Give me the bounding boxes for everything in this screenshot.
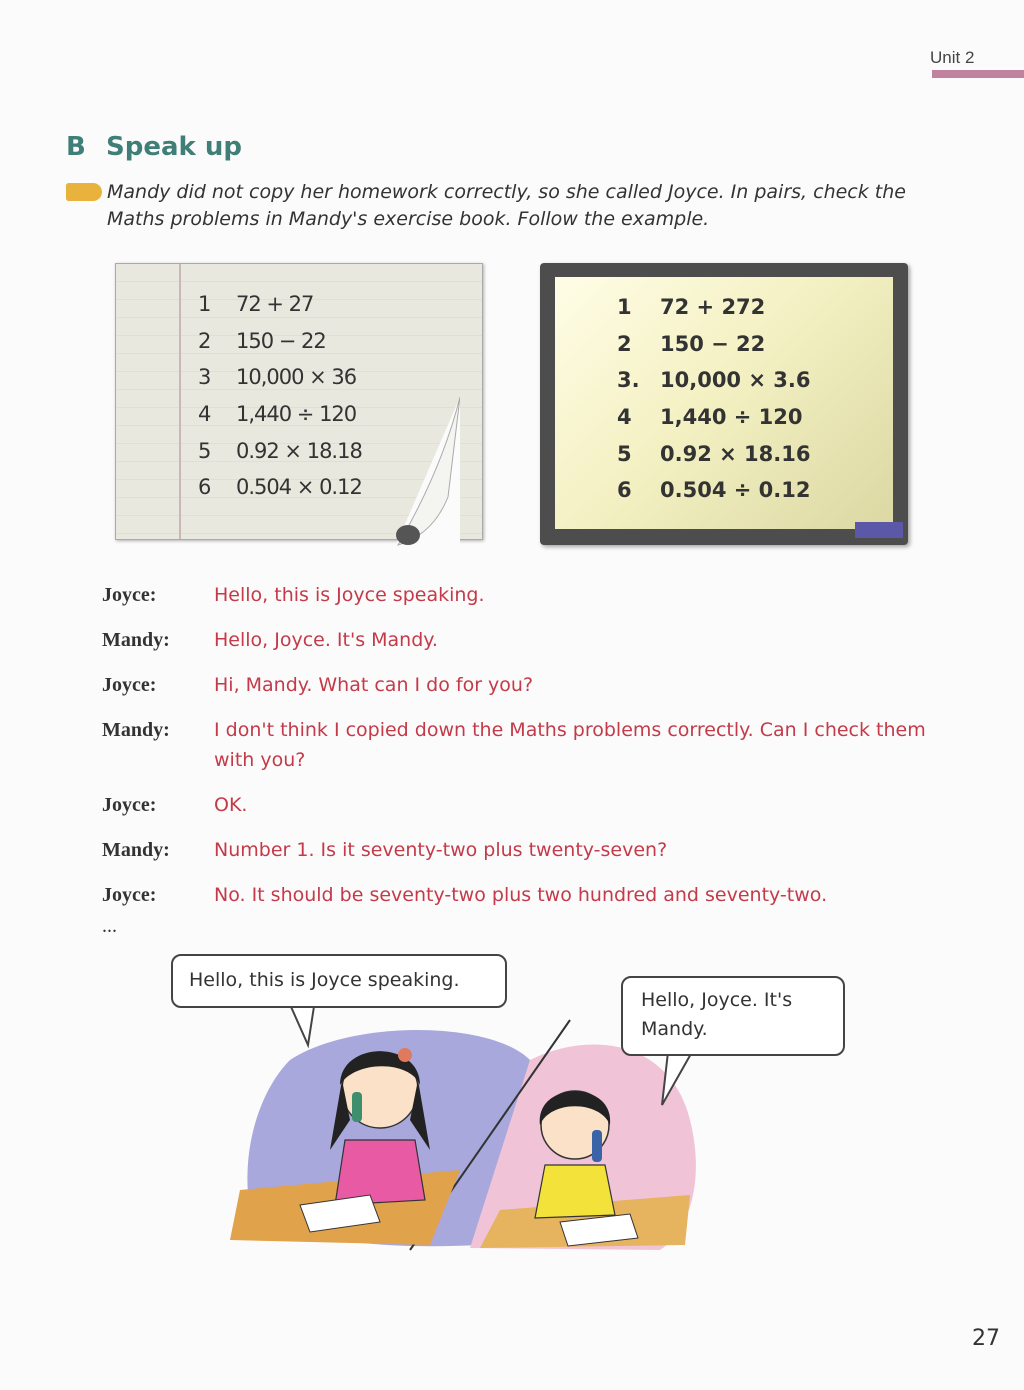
section-letter: B (66, 132, 86, 162)
dialogue-line (102, 790, 962, 820)
speaker: Joyce: (102, 794, 157, 816)
dialogue-line (102, 625, 962, 655)
mandy-bubble-text: Hello, Joyce. It's Mandy. (641, 989, 793, 1040)
board-surface (555, 277, 893, 529)
joyce-bubble-text: Hello, this is Joyce speaking. (189, 969, 460, 991)
board-problem: 5 0.92 × 18.16 (617, 441, 811, 466)
speaker: Joyce: (102, 884, 157, 906)
board-problem-list (617, 295, 810, 515)
speaker: Mandy: (102, 629, 170, 651)
board-problem: 2 150 − 22 (617, 331, 766, 356)
board-problem: 6 0.504 ÷ 0.12 (617, 478, 811, 503)
speech: I don't think I copied down the Maths problems correctly. Can I check them with you? (214, 719, 926, 771)
speech: No. It should be seventy-two plus two hundred and seventy-two. (214, 884, 828, 906)
unit-bar (932, 70, 1024, 78)
page-number: 27 (972, 1326, 1000, 1351)
dialogue-line (102, 835, 962, 865)
notebook-problem: 4 1,440 ÷ 120 (198, 402, 357, 427)
speech: Hello, Joyce. It's Mandy. (214, 629, 438, 651)
speech: Number 1. Is it seventy-two plus twenty-seven? (214, 839, 668, 861)
section-title: Speak up (106, 132, 242, 162)
mandy-speech-bubble (621, 976, 845, 1056)
speech: Hi, Mandy. What can I do for you? (214, 674, 534, 696)
notebook-problem: 1 72 + 27 (198, 292, 314, 316)
board-problem: 3. 10,000 × 3.6 (617, 368, 811, 393)
notebook-problem: 3 10,000 × 36 (198, 365, 357, 390)
joyce-speech-bubble (171, 954, 507, 1008)
pencil-icon (66, 183, 102, 201)
notebook-problem-list (198, 292, 362, 512)
speaker: Joyce: (102, 584, 157, 606)
speaker: Mandy: (102, 719, 170, 741)
notebook-margin-line (179, 264, 181, 539)
unit-label: Unit 2 (930, 48, 975, 67)
speech: Hello, this is Joyce speaking. (214, 584, 485, 606)
speaker: Joyce: (102, 674, 157, 696)
blackboard (540, 263, 908, 545)
dialogue-ellipsis: ... (102, 915, 117, 937)
dialogue-line (102, 580, 962, 610)
speech: OK. (214, 794, 248, 816)
dialogue-line (102, 715, 962, 775)
notebook-problem: 6 0.504 × 0.12 (198, 475, 362, 500)
dialogue-line (102, 880, 962, 910)
board-problem: 4 1,440 ÷ 120 (617, 405, 803, 430)
board-problem: 1 72 + 272 (617, 295, 766, 319)
dialogue (102, 580, 962, 938)
speaker: Mandy: (102, 839, 170, 861)
notebook-problem: 2 150 − 22 (198, 328, 326, 353)
board-eraser (855, 522, 903, 538)
page-curl-icon (390, 397, 460, 547)
mandy-exercise-book (115, 263, 483, 540)
notebook-problem: 5 0.92 × 18.18 (198, 438, 362, 463)
dialogue-line (102, 670, 962, 700)
instructions: Mandy did not copy her homework correctly, so she called Joyce. In pairs, check the Maths problems in Mandy's exercise book. Follow the example. (107, 181, 906, 230)
